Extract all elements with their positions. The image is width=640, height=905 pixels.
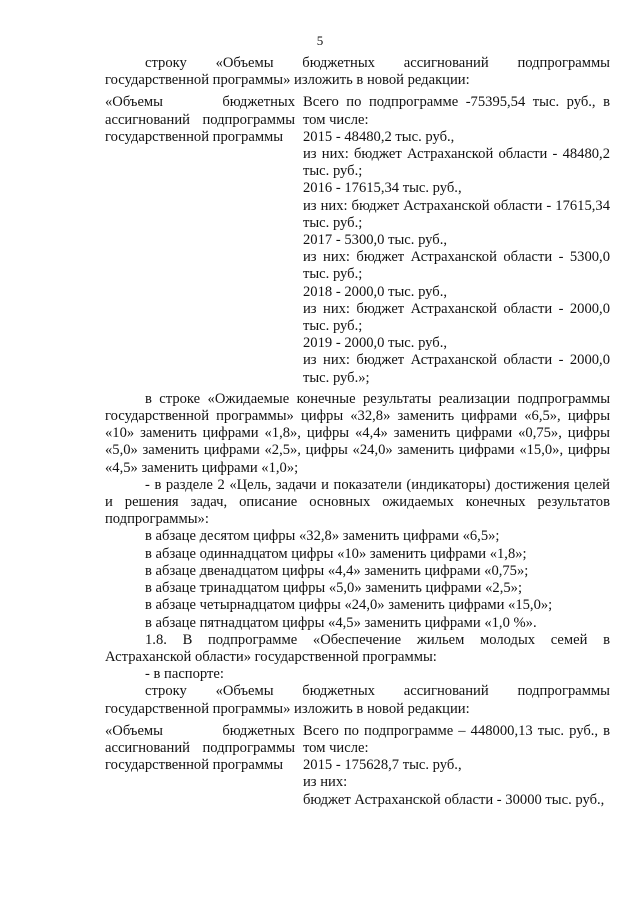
budget-table-2-total: Всего по подпрограмме – 448000,13 тыс. руб., в том числе: [303, 722, 610, 756]
results-paragraph: в строке «Ожидаемые конечные результаты реализации подпрограммы государственной программы» цифры «32,8» заменить цифрами «6,5», цифры «10» заменить цифрами «1,8», цифры «4,4» заменить цифрами «0,75», цифры «5,0» заменить цифрами «2,5», цифры «24,0» заменить цифрами «15,0», цифры «4,5» заменить цифрами «1,0»; [105, 390, 610, 476]
section-2-paragraph: - в разделе 2 «Цель, задачи и показатели (индикаторы) достижения целей и решения задач, описание основных ожидаемых конечных результатов подпрограммы»: [105, 476, 610, 528]
replacement-item: в абзаце десятом цифры «32,8» заменить цифрами «6,5»; [145, 528, 500, 545]
passport-paragraph: - в паспорте: [145, 666, 224, 683]
budget-table-1-total: Всего по подпрограмме -75395,54 тыс. руб., в том числе: [303, 94, 610, 128]
budget-table-2-regional: бюджет Астраханской области - 30000 тыс. руб., [303, 791, 605, 808]
budget-detail-2017: из них: бюджет Астраханской области - 5300,0 тыс. руб.; [303, 249, 610, 283]
replacement-item: в абзаце двенадцатом цифры «4,4» заменить цифрами «0,75»; [145, 562, 529, 579]
budget-year-2017: 2017 - 5300,0 тыс. руб., [303, 232, 448, 249]
budget-detail-2016: из них: бюджет Астраханской области - 17615,34 тыс. руб.; [303, 197, 610, 231]
budget-table-1 [105, 94, 610, 386]
budget-year-2018: 2018 - 2000,0 тыс. руб., [303, 283, 448, 300]
replacement-item: в абзаце четырнадцатом цифры «24,0» заменить цифрами «15,0»; [145, 597, 553, 614]
intro-paragraph-1: строку «Объемы бюджетных ассигнований подпрограммы государственной программы» изложить в новой редакции: [105, 55, 610, 89]
budget-table-2-of-them: из них: [303, 774, 348, 791]
budget-table-1-label: «Объемы бюджетных ассигнований подпрограммы государственной программы [105, 94, 295, 145]
replacement-item: в абзаце одиннадцатом цифры «10» заменить цифрами «1,8»; [145, 545, 527, 562]
budget-table-2 [105, 723, 610, 809]
budget-table-2-year-2015: 2015 - 175628,7 тыс. руб., [303, 757, 462, 774]
budget-table-2-values [303, 723, 610, 809]
section-1-8-paragraph: 1.8. В подпрограмме «Обеспечение жильем молодых семей в Астраханской области» государственной программы: [105, 631, 610, 665]
budget-detail-2018: из них: бюджет Астраханской области - 2000,0 тыс. руб.; [303, 300, 610, 335]
budget-table-1-values [303, 94, 610, 386]
budget-detail-2015: из них: бюджет Астраханской области - 48480,2 тыс. руб.; [303, 146, 610, 180]
budget-year-2019: 2019 - 2000,0 тыс. руб., [303, 335, 448, 352]
page-number: 5 [316, 33, 324, 48]
budget-detail-2019: из них: бюджет Астраханской области - 2000,0 тыс. руб.»; [303, 352, 610, 386]
document-body [105, 55, 610, 813]
budget-table-2-label: «Объемы бюджетных ассигнований подпрограммы государственной программы [105, 722, 295, 774]
replacement-item: в абзаце тринадцатом цифры «5,0» заменить цифрами «2,5»; [145, 580, 522, 597]
replacement-item: в абзаце пятнадцатом цифры «4,5» заменить цифрами «1,0 %». [145, 614, 537, 631]
budget-year-2016: 2016 - 17615,34 тыс. руб., [303, 180, 462, 197]
budget-year-2015: 2015 - 48480,2 тыс. руб., [303, 128, 455, 145]
intro-paragraph-2: строку «Объемы бюджетных ассигнований подпрограммы государственной программы» изложить в новой редакции: [105, 683, 610, 717]
